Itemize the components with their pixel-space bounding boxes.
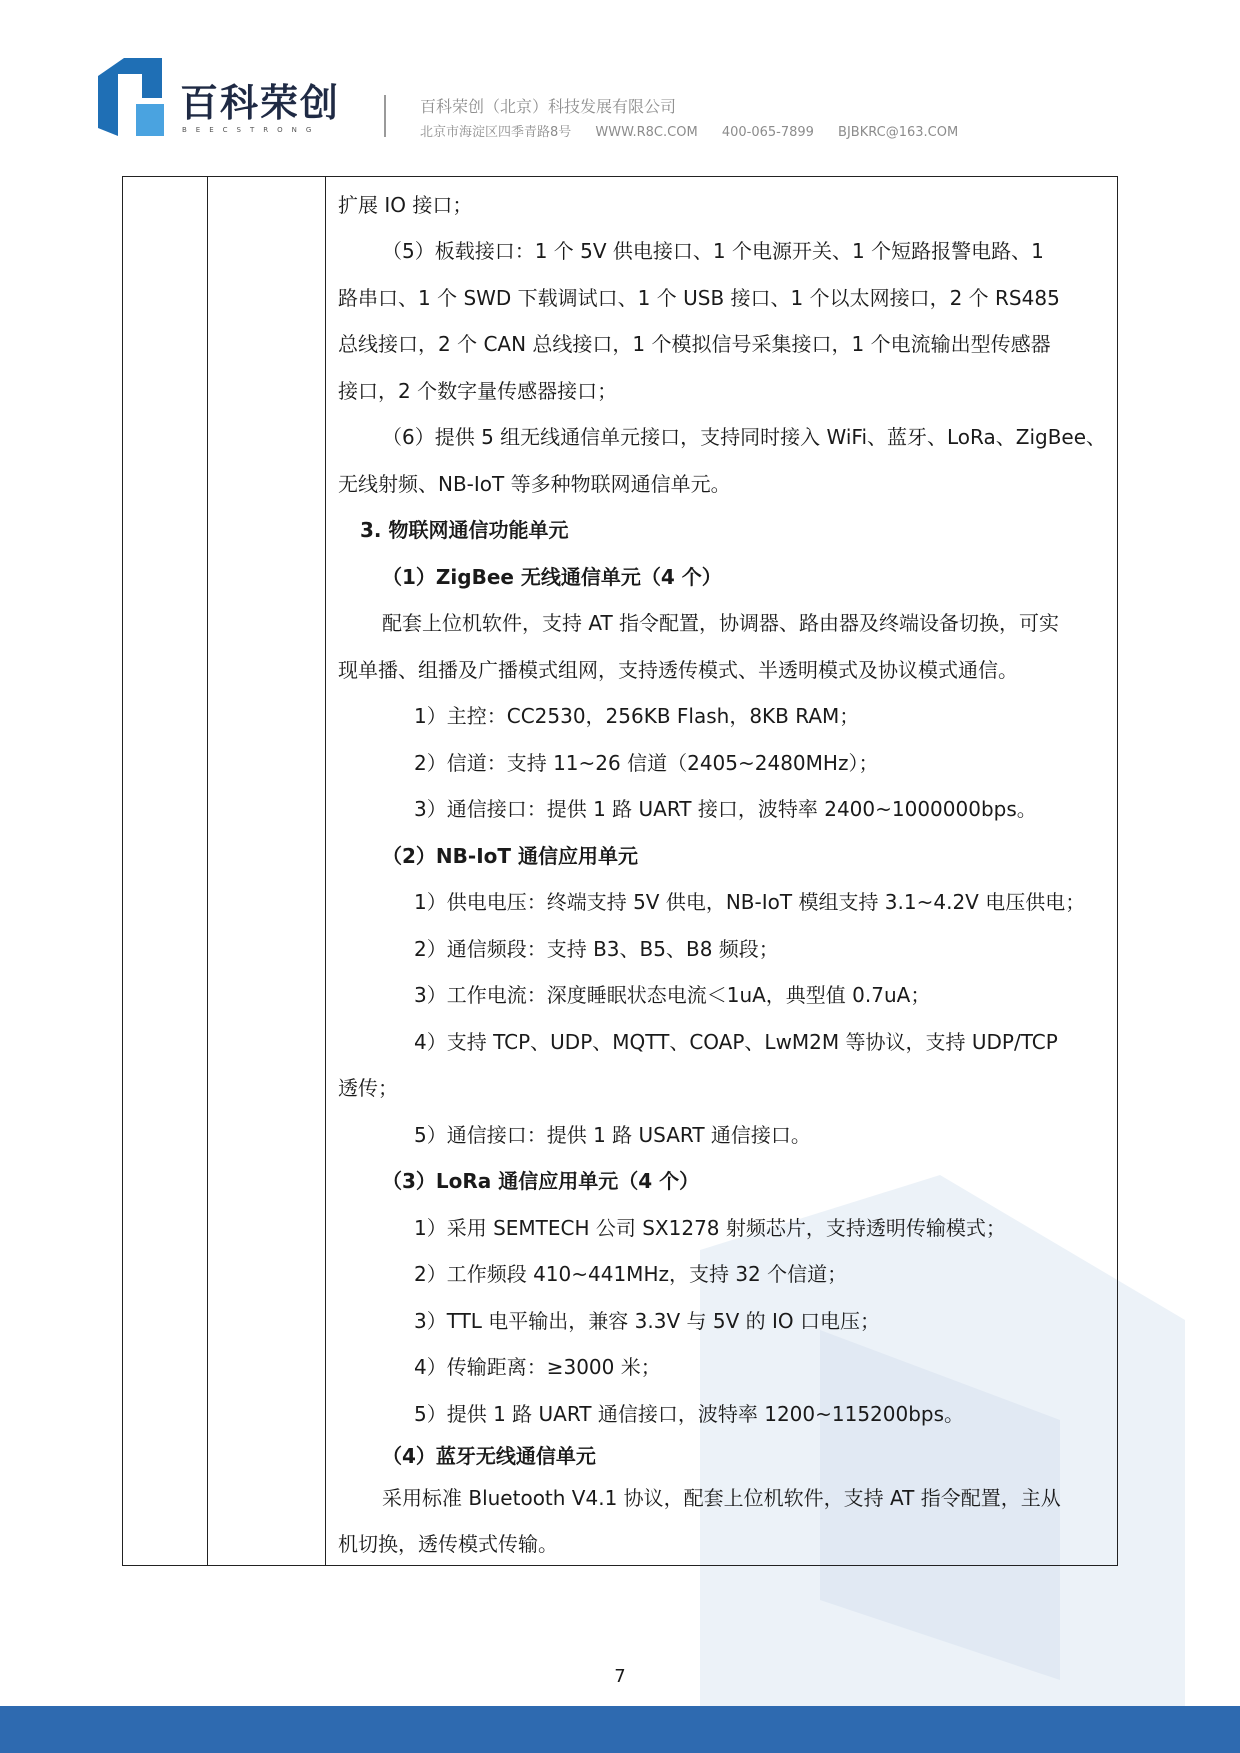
text-line: 路串口、1 个 SWD 下载调试口、1 个 USB 接口、1 个以太网接口，2 个 RS485 — [338, 286, 1060, 310]
subsection-heading: （2）NB-IoT 通信应用单元 — [382, 844, 638, 868]
list-item: 1）采用 SEMTECH 公司 SX1278 射频芯片，支持透明传输模式； — [414, 1216, 1006, 1240]
header-divider — [384, 95, 386, 137]
page-header — [0, 0, 1240, 160]
logo-subtitle: BEECSTRONG — [182, 126, 321, 134]
text-line: 配套上位机软件，支持 AT 指令配置，协调器、路由器及终端设备切换，可实 — [382, 611, 1060, 635]
text-line: （6）提供 5 组无线通信单元接口，支持同时接入 WiFi、蓝牙、LoRa、ZigBee、 — [382, 425, 1107, 449]
page-number: 7 — [614, 1666, 626, 1687]
table-column-1 — [123, 177, 208, 1565]
company-email: BJBKRC@163.COM — [838, 125, 959, 140]
subsection-heading: （3）LoRa 通信应用单元（4 个） — [382, 1169, 700, 1193]
text-line: 无线射频、NB-IoT 等多种物联网通信单元。 — [338, 472, 731, 496]
company-name: 百科荣创（北京）科技发展有限公司 — [420, 97, 677, 116]
company-logo-icon — [98, 58, 168, 136]
company-address: 北京市海淀区四季青路8号 — [420, 125, 572, 140]
list-item: 3）工作电流：深度睡眠状态电流＜1uA，典型值 0.7uA； — [414, 983, 931, 1007]
list-item: 1）供电电压：终端支持 5V 供电，NB-IoT 模组支持 3.1~4.2V 电压供电； — [414, 890, 1086, 914]
subsection-heading: （1）ZigBee 无线通信单元（4 个） — [382, 565, 722, 589]
subsection-heading: （4）蓝牙无线通信单元 — [382, 1444, 596, 1468]
footer-bar — [0, 1706, 1240, 1753]
text-line: 扩展 IO 接口； — [338, 193, 473, 217]
text-line: 总线接口，2 个 CAN 总线接口，1 个模拟信号采集接口，1 个电流输出型传感器 — [338, 332, 1051, 356]
text-line: （5）板载接口：1 个 5V 供电接口、1 个电源开关、1 个短路报警电路、1 — [382, 239, 1044, 263]
list-item: 4）传输距离：≥3000 米； — [414, 1355, 661, 1379]
list-item: 5）提供 1 路 UART 通信接口，波特率 1200~115200bps。 — [414, 1402, 965, 1426]
list-item: 3）通信接口：提供 1 路 UART 接口，波特率 2400~1000000bps。 — [414, 797, 1037, 821]
company-website: WWW.R8C.COM — [595, 125, 698, 140]
list-item: 1）主控：CC2530，256KB Flash，8KB RAM； — [414, 704, 860, 728]
list-item: 4）支持 TCP、UDP、MQTT、COAP、LwM2M 等协议，支持 UDP/TCP — [414, 1030, 1058, 1054]
company-contact — [420, 121, 978, 140]
logo-text: 百科荣创 — [180, 81, 341, 125]
text-line: 现单播、组播及广播模式组网，支持透传模式、半透明模式及协议模式通信。 — [338, 658, 1018, 682]
list-item: 2）信道：支持 11~26 信道（2405~2480MHz）； — [414, 751, 879, 775]
text-line: 机切换，透传模式传输。 — [338, 1532, 558, 1556]
section-heading: 3. 物联网通信功能单元 — [360, 518, 569, 542]
table-column-2 — [208, 177, 326, 1565]
text-line: 接口，2 个数字量传感器接口； — [338, 379, 618, 403]
table-column-content — [326, 177, 1117, 1565]
list-item: 5）通信接口：提供 1 路 USART 通信接口。 — [414, 1123, 811, 1147]
list-item: 2）通信频段：支持 B3、B5、B8 频段； — [414, 937, 779, 961]
company-phone: 400-065-7899 — [721, 125, 814, 140]
text-line: 透传； — [338, 1076, 398, 1100]
list-item: 2）工作频段 410~441MHz，支持 32 个信道； — [414, 1262, 848, 1286]
text-line: 采用标准 Bluetooth V4.1 协议，配套上位机软件，支持 AT 指令配置，主从 — [382, 1486, 1061, 1510]
spec-table — [122, 176, 1118, 1566]
list-item: 3）TTL 电平输出，兼容 3.3V 与 5V 的 IO 口电压； — [414, 1309, 880, 1333]
